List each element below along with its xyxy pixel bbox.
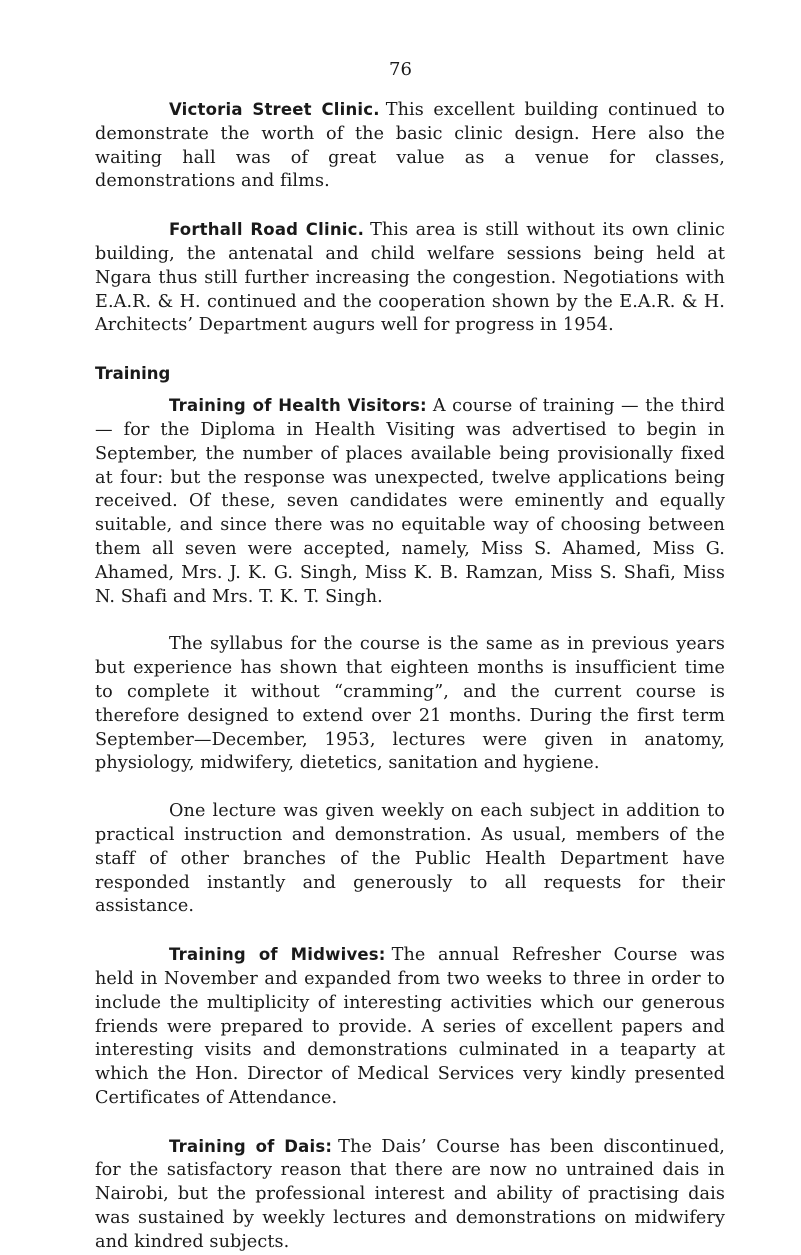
midwives-text: The annual Refresher Course was held in November and expanded from two weeks to three in order to include the multiplicity of interesting activities which our generous friends were prepared to provide. A series of excellent papers and interesting visits and demonstrations culminated in a teaparty at which the Hon. Director of Medical Services very kindly presented Certificates of Attendance.: [95, 945, 725, 1108]
victoria-street-clinic-heading: Victoria Street Clinic.: [169, 100, 380, 119]
forthall-road-clinic-paragraph: [95, 218, 725, 338]
syllabus-paragraph: The syllabus for the course is the same as in previous years but experience has shown that eighteen months is insufficient time to complete it without “cramming”, and the current course is therefore designed to extend over 21 months. During the first term September—December, 1953, lectures were given in anatomy, physiology, midwifery, dietetics, sanitation and hygiene.: [95, 634, 725, 774]
page-content: [95, 98, 725, 1255]
forthall-road-clinic-text: This area is still without its own clinic building, the antenatal and child welfare sessions being held at Ngara thus still further increasing the congestion. Negotiations with E.A.R. & H. continued and the cooperation shown by the E.A.R. & H. Architects’ Department augurs well for progress in 1954.: [95, 220, 725, 336]
lectures-paragraph: One lecture was given weekly on each subject in addition to practical instruction and demonstration. As usual, members of the staff of other branches of the Public Health Department have responded instantly and generously to all requests for their assistance.: [95, 801, 725, 917]
forthall-road-clinic-heading: Forthall Road Clinic.: [169, 220, 365, 240]
dais-text: The Dais’ Course has been discontinued, for the satisfactory reason that there are now no untrained dais in Nairobi, but the professional interest and ability of practising dais was sustained by weekly lectures and demonstrations on midwifery and kindred subjects.: [95, 1136, 725, 1252]
health-visitors-paragraph: [95, 394, 725, 609]
dais-paragraph: [95, 1135, 725, 1255]
page-number: 76: [389, 59, 412, 80]
midwives-heading: Training of Midwives:: [169, 945, 386, 965]
victoria-street-clinic-text: This excellent building continued to demonstrate the worth of the basic clinic design. Here also the waiting hall was of great value as a venue for classes, demonstrations and films.: [95, 100, 725, 192]
health-visitors-heading: Training of Health Visitors:: [169, 396, 427, 416]
midwives-paragraph: [95, 943, 725, 1111]
training-section-heading: Training: [95, 364, 171, 384]
health-visitors-text: A course of training — the third — for the Diploma in Health Visiting was advertised to begin in September, the number of places available being provisionally fixed at four: but the response was unexpected, twelve applications being received. Of these, seven candidates were eminently and equally suitable, and since there was no equitable way of choosing between them all seven were accepted, namely, Miss S. Ahamed, Miss G. Ahamed, Mrs. J. K. G. Singh, Miss K. B. Ramzan, Miss S. Shafi, Miss N. Shafi and Mrs. T. K. T. Singh.: [95, 396, 725, 607]
victoria-street-clinic-paragraph: [95, 98, 725, 194]
dais-heading: Training of Dais:: [169, 1136, 333, 1156]
